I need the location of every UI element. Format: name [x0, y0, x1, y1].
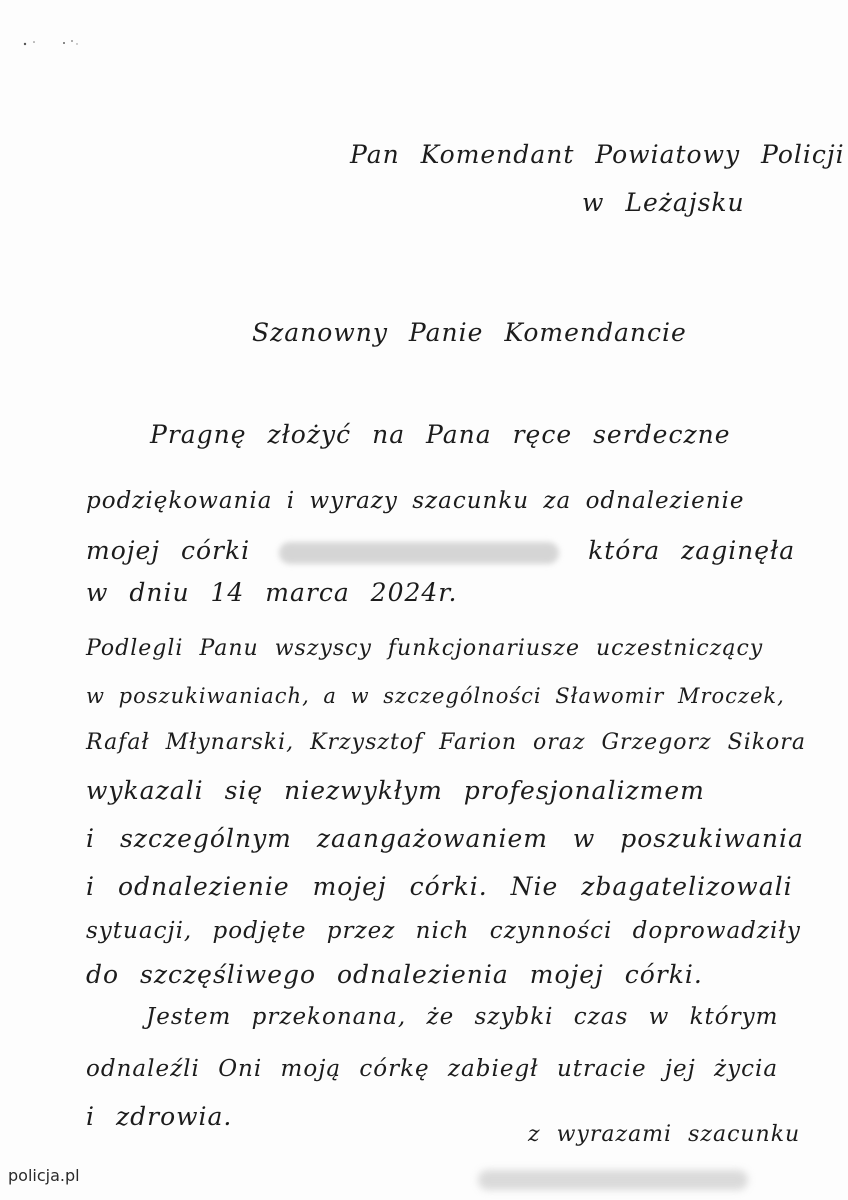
addressee-line-1: Pan Komendant Powiatowy Policji: [350, 140, 845, 169]
scan-speck-marks: [22, 38, 82, 48]
body-line: i odnalezienie mojej córki. Nie zbagatelizowali: [86, 872, 793, 901]
body-line: sytuacji, podjęte przez nich czynności doprowadziły: [86, 918, 801, 944]
salutation: Szanowny Panie Komendancie: [252, 318, 687, 347]
body-line: Podlegli Panu wszyscy funkcjonariusze uczestniczący: [86, 636, 764, 661]
body-line: i szczególnym zaangażowaniem w poszukiwania: [86, 824, 804, 853]
redacted-name: [279, 542, 559, 564]
body-text: która zaginęła: [588, 536, 796, 565]
body-line: Rafał Młynarski, Krzysztof Farion oraz Grzegorz Sikora: [86, 730, 806, 755]
body-line: do szczęśliwego odnalezienia mojej córki.: [86, 960, 703, 989]
body-line: Jestem przekonana, że szybki czas w którym: [146, 1004, 779, 1030]
addressee-line-2: w Leżajsku: [582, 188, 745, 217]
watermark: policja.pl: [8, 1166, 80, 1185]
body-line: [86, 536, 795, 565]
closing: z wyrazami szacunku: [528, 1122, 801, 1147]
body-line: podziękowania i wyrazy szacunku za odnalezienie: [86, 488, 745, 514]
body-line: wykazali się niezwykłym profesjonalizmem: [86, 776, 705, 805]
redacted-signature: [478, 1170, 748, 1190]
body-line: i zdrowia.: [86, 1102, 233, 1131]
body-text: mojej córki: [86, 536, 251, 565]
body-line: w poszukiwaniach, a w szczególności Sławomir Mroczek,: [86, 684, 785, 708]
body-line: odnaleźli Oni moją córkę zabiegł utracie jej życia: [86, 1056, 779, 1082]
body-line: Pragnę złożyć na Pana ręce serdeczne: [150, 420, 731, 449]
body-line: w dniu 14 marca 2024r.: [86, 578, 458, 607]
